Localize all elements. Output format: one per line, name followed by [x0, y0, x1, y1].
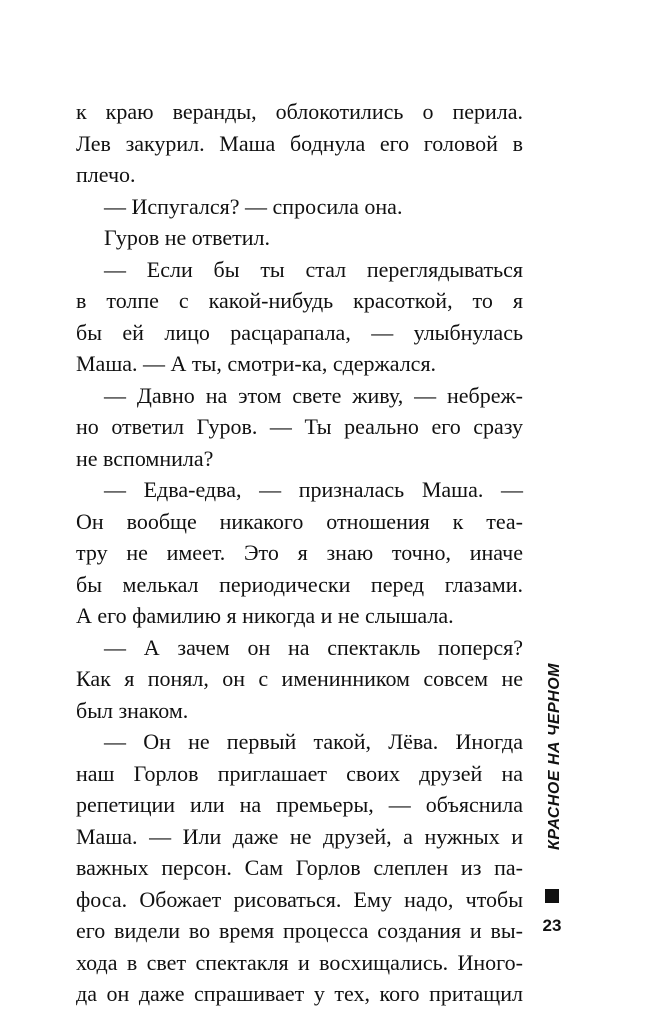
running-head-square-icon	[545, 889, 559, 903]
text-line-4: — Испугался? — спросила она.	[104, 193, 403, 219]
text-line-25: важных персон. Сам Горлов слеплен из па-	[76, 855, 523, 880]
text-line-6: — Если бы ты стал переглядываться	[104, 256, 523, 282]
text-line-18: — А зачем он на спектакль поперся?	[104, 634, 523, 660]
text-line-19: Как я понял, он с именинником совсем не	[76, 666, 523, 691]
text-line-22: наш Горлов приглашает своих друзей на	[76, 760, 523, 786]
text-line-10: — Давно на этом свете живу, — небреж-	[104, 382, 523, 408]
text-line-3: плечо.	[76, 162, 136, 187]
text-line-21: — Он не первый такой, Лёва. Иногда	[104, 729, 523, 754]
running-head: КРАСНОЕ НА ЧЕРНОМ	[546, 663, 563, 850]
text-line-14: Он вообще никакого отношения к теа-	[76, 508, 523, 534]
text-line-8: бы ей лицо расцарапала, — улыбнулась	[76, 319, 523, 345]
text-line-20: был знаком.	[76, 697, 189, 723]
text-line-17: А его фамилию я никогда и не слышала.	[76, 603, 454, 628]
text-line-24: Маша. — Или даже не друзей, а нужных и	[76, 823, 523, 849]
text-line-23: репетиции или на премьеры, — объяснила	[76, 792, 523, 817]
body-text	[76, 96, 523, 1010]
text-line-29: да он даже спрашивает у тех, кого притащил	[76, 981, 523, 1006]
text-line-15: тру не имеет. Это я знаю точно, иначе	[76, 540, 523, 565]
page-number: 23	[542, 916, 562, 935]
text-line-7: в толпе с какой-нибудь красоткой, то я	[76, 288, 523, 313]
text-line-28: хода в свет спектакля и восхищались. Иного-	[76, 949, 523, 975]
text-line-11: но ответил Гуров. — Ты реально его сразу	[76, 414, 523, 439]
text-line-26: фоса. Обожает рисоваться. Ему надо, чтобы	[76, 886, 523, 912]
text-line-5: Гуров не ответил.	[104, 225, 271, 250]
text-line-1: к краю веранды, облокотились о перила.	[76, 99, 523, 124]
text-line-16: бы мелькал периодически перед глазами.	[76, 571, 523, 597]
text-line-2: Лев закурил. Маша боднула его головой в	[76, 130, 523, 156]
text-line-13: — Едва-едва, — призналась Маша. —	[104, 477, 523, 502]
text-line-9: Маша. — А ты, смотри-ка, сдержался.	[76, 351, 437, 376]
text-line-12: не вспомнила?	[76, 445, 214, 471]
text-line-27: его видели во время процесса создания и вы-	[76, 918, 523, 943]
